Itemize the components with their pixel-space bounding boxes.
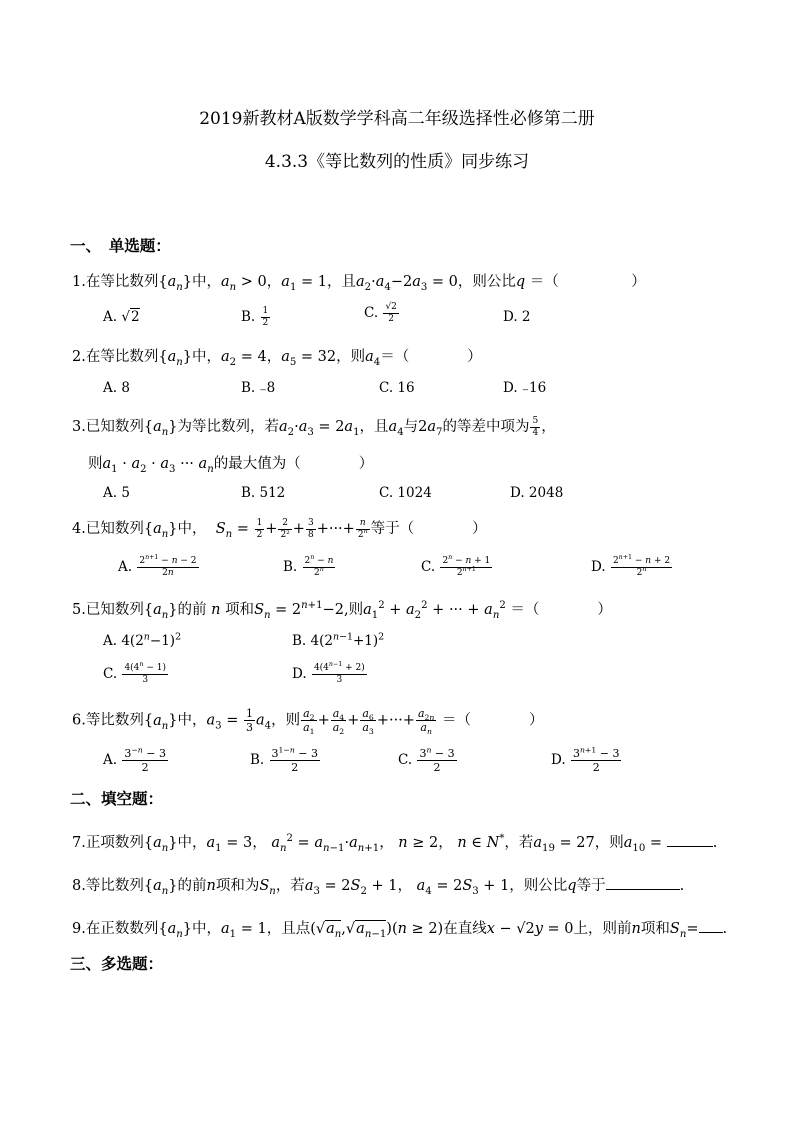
- q1-option-d[interactable]: D. 2: [503, 309, 531, 325]
- q5-option-d[interactable]: D. $\frac{4(4^{n-1} + 2)}{3}$: [292, 661, 365, 685]
- q4-option-a[interactable]: A. $\frac{2^{n+1} - n - 2}{2n}$: [118, 554, 197, 578]
- question-9: 9.在正数数列$\{a_n\}$中，$a_1 = 1$，且点$(√a_n,√a_{n-1})(n \ge 2)$在直线x − √2y = 0上，则前n项和$S_n=$ .: [72, 921, 728, 940]
- q6-option-d[interactable]: D. $\frac{3^{n+1} - 3}{2}$: [551, 745, 620, 774]
- section-fill-blank: 二、填空题：: [70, 789, 164, 808]
- q7-answer-blank[interactable]: [667, 834, 713, 847]
- q4-option-b[interactable]: B. $\frac{2^n - n}{2^n}$: [283, 554, 334, 578]
- q6-option-c[interactable]: C. $\frac{3^n - 3}{2}$: [398, 745, 455, 774]
- q8-answer-blank[interactable]: [606, 877, 680, 890]
- q1-option-a[interactable]: A. √2: [103, 309, 140, 325]
- q1-option-c[interactable]: C. $\frac{√2}{2}$: [364, 302, 397, 324]
- doc-title-line2: 4.3.3《等比数列的性质》同步练习: [264, 152, 530, 172]
- q3-option-c[interactable]: C. 1024: [379, 485, 432, 501]
- q2-option-b[interactable]: B. ₋8: [241, 380, 276, 396]
- q2-option-c[interactable]: C. 16: [379, 380, 415, 396]
- q6-option-a[interactable]: A. $\frac{3^{-n} - 3}{2}$: [103, 745, 166, 774]
- q5-option-a[interactable]: A. $4(2^n-1)^2$: [103, 631, 182, 649]
- q2-option-a[interactable]: A. 8: [103, 380, 130, 396]
- question-8: 8.等比数列$\{a_n\}$的前n项和为$S_n$，若$a_3 = 2S_2 + 1$， $a_4 = 2S_3 + 1$，则公比q等于 .: [72, 878, 685, 897]
- doc-title-line1: 2019新教材A版数学学科高二年级选择性必修第二册: [199, 109, 595, 129]
- question-7: 7.正项数列$\{a_n\}$中，$a_1 = 3$， $a_n^2 = a_{n-1}\cdot a_{n+1}$， n ≥ 2， n ∈ N*，若$a_{19} = 27$，则$a_{10}$ = .: [72, 833, 718, 854]
- q3-option-b[interactable]: B. 512: [241, 485, 286, 501]
- question-5: 5.已知数列$\{a_n\}$的前 n 项和$S_n = 2^{n+1}-2$,则$a_1^2 + a_2^2$ + ··· + $a_n^2$ ＝（ ）: [72, 600, 612, 621]
- q5-option-c[interactable]: C. $\frac{4(4^n - 1)}{3}$: [103, 661, 166, 685]
- q2-option-d[interactable]: D. ₋16: [503, 380, 547, 396]
- question-6: 6.等比数列$\{a_n\}$中，$a_3$ = $\frac{1}{3}$ $a_4$，则 $\frac{a_2}{a_1}$ + $\frac{a_4}{a_2}$ + $\frac{a_6}{a_3}$ +···+ $\frac{a_{2n}}{a_n}$ ＝（ ）: [72, 707, 544, 737]
- q4-option-c[interactable]: C. $\frac{2^n - n + 1}{2^{n+1}}$: [421, 554, 491, 578]
- q3-option-d[interactable]: D. 2048: [510, 485, 564, 501]
- question-4: 4.已知数列$\{a_n\}$中， $S_n$ = $\frac{1}{2}$ + $\frac{2}{\text{2²}}$ + $\frac{3}{8}$ +···+ $\frac{n}{2^n}$ 等于（ ）: [72, 517, 487, 540]
- q4-option-d[interactable]: D. $\frac{2^{n+1} - n + 2}{2^n}$: [591, 554, 671, 578]
- question-1: 1.在等比数列$\{a_n\}$中，$a_n > 0$，$a_1 = 1$，且$a_2\cdot a_4-2a_3 = 0$，则公比q ＝（ ）: [72, 274, 646, 293]
- question-3-line2: 则$a_1 \cdot a_2 \cdot a_3$ ··· $a_n$的最大值为（ ）: [88, 456, 374, 475]
- q3-option-a[interactable]: A. 5: [103, 485, 130, 501]
- question-2: 2.在等比数列$\{a_n\}$中，$a_2 = 4$，$a_5 = 32$，则$a_4=$（ ）: [72, 349, 482, 368]
- q5-option-b[interactable]: B. $4(2^{n-1}+1)^2$: [292, 631, 385, 649]
- q6-option-b[interactable]: B. $\frac{3^{1-n} - 3}{2}$: [250, 745, 319, 774]
- question-3-line1: 3.已知数列$\{a_n\}$为等比数列，若$a_2\cdot a_3 = 2a_1$，且$a_4$与$2a_7$的等差中项为 $\frac{5}{4}$ ，: [72, 415, 556, 438]
- section-multiple-choice: 三、多选题：: [70, 954, 164, 973]
- section-single-choice: 一、 单选题：: [70, 236, 171, 255]
- q9-answer-blank[interactable]: [699, 920, 723, 933]
- q1-option-b[interactable]: B. $\frac{1}{2}$: [241, 306, 269, 328]
